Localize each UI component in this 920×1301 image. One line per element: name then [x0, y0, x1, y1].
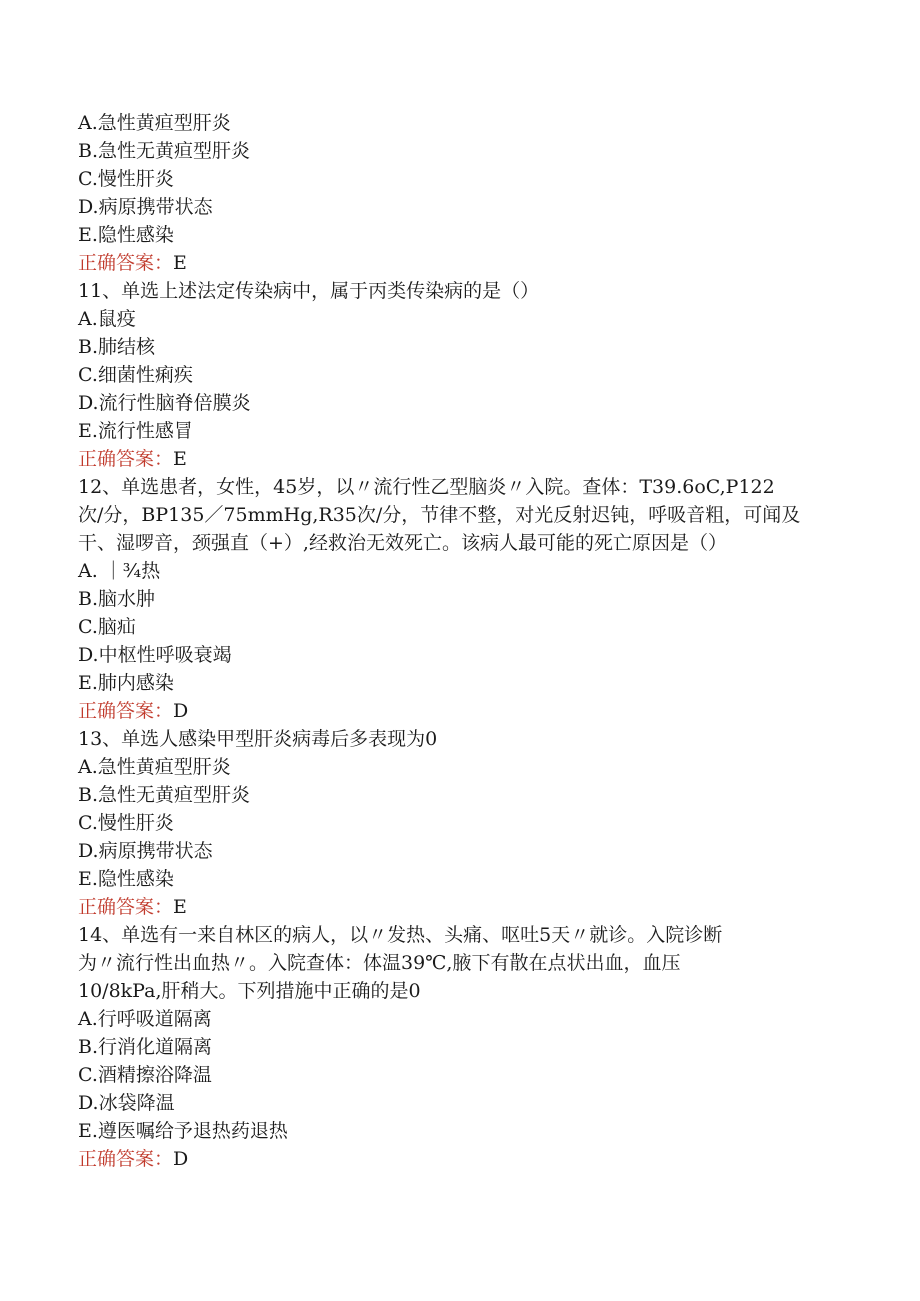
question-stem-line: 11、单选上述法定传染病中，属于丙类传染病的是（）	[78, 280, 540, 302]
question-stem-line: 干、湿啰音，颈强直（+）,经救治无效死亡。该病人最可能的死亡原因是（）	[78, 532, 727, 554]
answer-option: E.流行性感冒	[78, 420, 193, 442]
correct-answer-letter: D	[173, 700, 189, 722]
answer-option: A.急性黄疸型肝炎	[78, 112, 231, 134]
answer-option: C.慢性肝炎	[78, 812, 174, 834]
correct-answer-letter: E	[173, 252, 187, 274]
answer-option: C.慢性肝炎	[78, 168, 174, 190]
question-stem-line: 12、单选患者，女性，45岁，以〃流行性乙型脑炎〃入院。查体：T39.6oC,P122	[78, 476, 775, 498]
answer-option: C.酒精擦浴降温	[78, 1064, 212, 1086]
correct-answer-label: 正确答案：	[78, 896, 174, 918]
answer-option: E.隐性感染	[78, 868, 174, 890]
correct-answer	[78, 1145, 848, 1173]
answer-option: A.行呼吸道隔离	[78, 1008, 212, 1030]
correct-answer-letter: D	[173, 1148, 189, 1170]
correct-answer	[78, 445, 848, 473]
question-stem-line: 10/8kPa,肝稍大。下列措施中正确的是0	[78, 980, 421, 1002]
answer-option: A. ｜¾热	[78, 560, 161, 582]
answer-option: B.肺结核	[78, 336, 156, 358]
question-stem-line: 14、单选有一来自林区的病人，以〃发热、头痛、呕吐5天〃就诊。入院诊断	[78, 924, 723, 946]
question-stem-line: 13、单选人感染甲型肝炎病毒后多表现为0	[78, 728, 438, 750]
answer-option: D.中枢性呼吸衰竭	[78, 644, 232, 666]
answer-option: D.流行性脑脊倍膜炎	[78, 392, 251, 414]
question-stem-line: 次/分，BP135／75mmHg,R35次/分，节律不整，对光反射迟钝，呼吸音粗，可闻及	[78, 504, 801, 526]
correct-answer-letter: E	[173, 448, 187, 470]
question-block	[78, 921, 848, 1173]
question-block	[78, 109, 848, 277]
answer-option: B.急性无黄疸型肝炎	[78, 784, 251, 806]
answer-option: D.病原携带状态	[78, 196, 213, 218]
correct-answer-letter: E	[173, 896, 187, 918]
answer-option: C.细菌性痢疾	[78, 364, 193, 386]
answer-option: D.病原携带状态	[78, 840, 213, 862]
question-stem-line: 为〃流行性出血热〃。入院查体：体温39℃,腋下有散在点状出血，血压	[78, 952, 681, 974]
correct-answer-label: 正确答案：	[78, 700, 174, 722]
answer-option: E.肺内感染	[78, 672, 174, 694]
question-block	[78, 277, 848, 473]
answer-option: E.遵医嘱给予退热药退热	[78, 1120, 288, 1142]
answer-option: B.脑水肿	[78, 588, 156, 610]
question-block	[78, 473, 848, 725]
answer-option: B.急性无黄疸型肝炎	[78, 140, 251, 162]
correct-answer	[78, 249, 848, 277]
answer-option: C.脑疝	[78, 616, 136, 638]
question-block	[78, 725, 848, 921]
answer-option: D.冰袋降温	[78, 1092, 175, 1114]
answer-option: B.行消化道隔离	[78, 1036, 213, 1058]
answer-option: A.鼠疫	[78, 308, 136, 330]
answer-option: E.隐性感染	[78, 224, 174, 246]
correct-answer	[78, 697, 848, 725]
correct-answer-label: 正确答案：	[78, 1148, 174, 1170]
document-page	[78, 109, 848, 1173]
correct-answer-label: 正确答案：	[78, 448, 174, 470]
correct-answer-label: 正确答案：	[78, 252, 174, 274]
correct-answer	[78, 893, 848, 921]
answer-option: A.急性黄疸型肝炎	[78, 756, 231, 778]
